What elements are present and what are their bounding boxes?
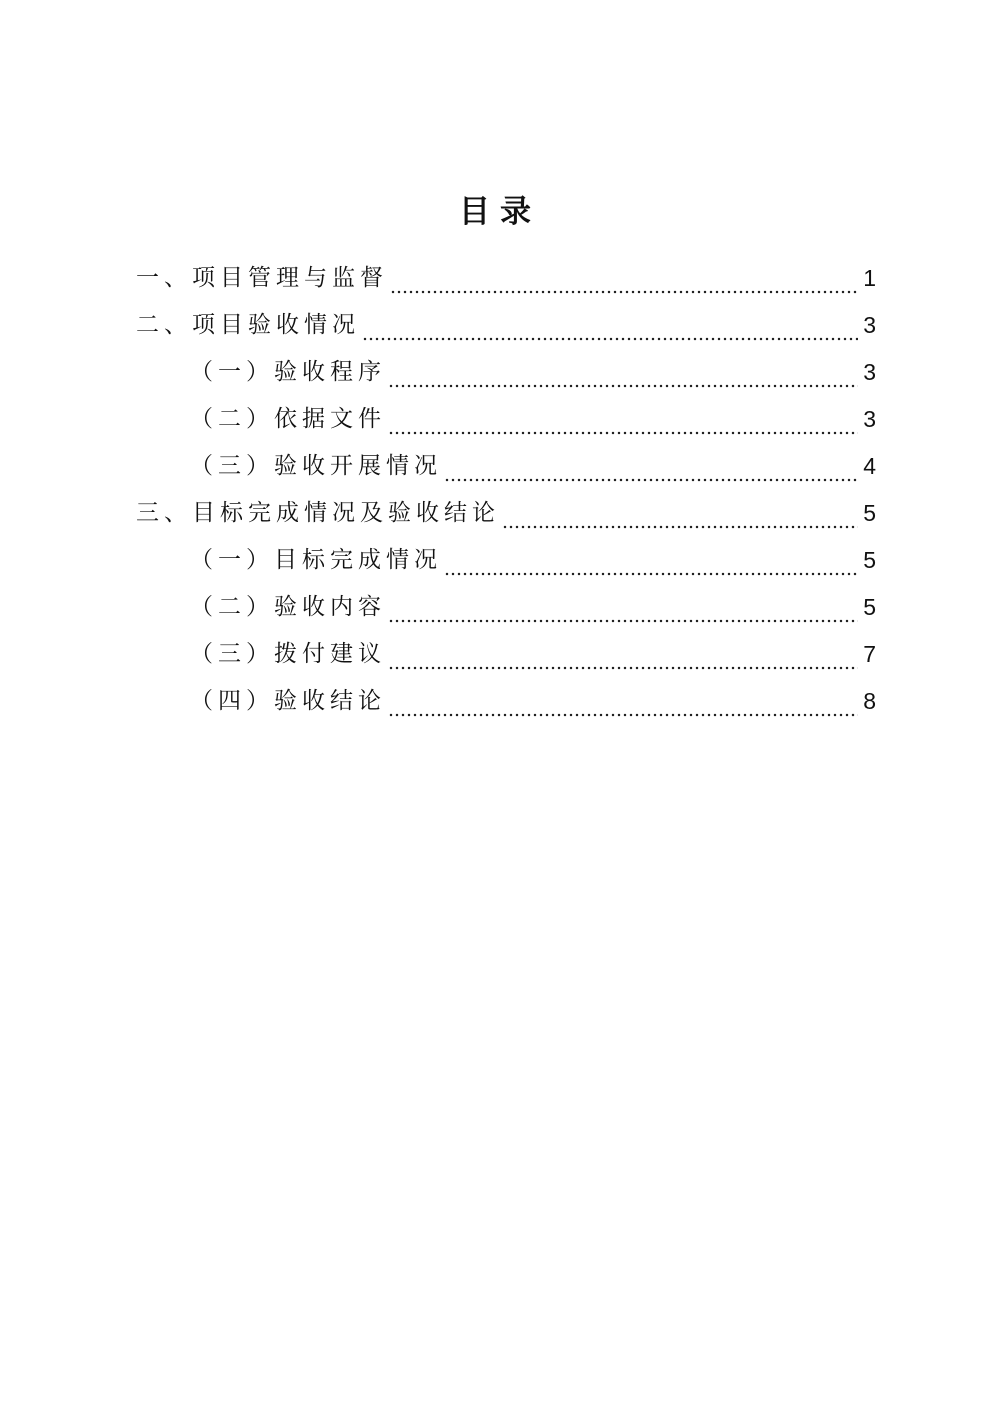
toc-entry-label: 一、项目管理与监督 [136, 265, 388, 291]
toc-page-number: 8 [863, 688, 876, 714]
toc-entry-label: （三）拨付建议 [190, 641, 386, 667]
toc-entry-label: （三）验收开展情况 [190, 453, 442, 479]
toc-entry[interactable] [190, 632, 876, 676]
toc-leader-dots [390, 256, 858, 300]
page-title: 目录 [459, 194, 541, 230]
toc-leader-dots [502, 491, 858, 535]
toc-entry[interactable] [136, 491, 876, 535]
toc-entry-label: 三、目标完成情况及验收结论 [136, 500, 500, 526]
toc-page-number: 7 [863, 641, 876, 667]
toc-page-number: 3 [863, 359, 876, 385]
toc-entry-label: 二、项目验收情况 [136, 312, 360, 338]
toc-leader-dots [388, 632, 858, 676]
toc-page-number: 3 [863, 312, 876, 338]
toc-entry-label: （四）验收结论 [190, 688, 386, 714]
toc-entry[interactable] [190, 397, 876, 441]
toc-leader-dots [444, 538, 858, 582]
toc-entry[interactable] [136, 256, 876, 300]
toc-leader-dots [388, 397, 858, 441]
toc-page-number: 3 [863, 406, 876, 432]
toc-page-number: 5 [863, 547, 876, 573]
toc-entry-label: （一）验收程序 [190, 359, 386, 385]
toc-entry[interactable] [190, 350, 876, 394]
toc-leader-dots [388, 585, 858, 629]
table-of-contents [0, 256, 1000, 736]
toc-entry[interactable] [190, 444, 876, 488]
toc-entry[interactable] [190, 538, 876, 582]
toc-leader-dots [362, 303, 858, 347]
toc-page-number: 4 [863, 453, 876, 479]
toc-leader-dots [444, 444, 858, 488]
toc-entry-label: （二）验收内容 [190, 594, 386, 620]
toc-page-number: 5 [863, 500, 876, 526]
toc-page-number: 5 [863, 594, 876, 620]
toc-entry[interactable] [190, 585, 876, 629]
toc-page-number: 1 [863, 265, 876, 291]
toc-entry[interactable] [136, 303, 876, 347]
toc-leader-dots [388, 350, 858, 394]
toc-entry-label: （一）目标完成情况 [190, 547, 442, 573]
toc-leader-dots [388, 679, 858, 723]
toc-entry-label: （二）依据文件 [190, 406, 386, 432]
toc-entry[interactable] [190, 679, 876, 723]
